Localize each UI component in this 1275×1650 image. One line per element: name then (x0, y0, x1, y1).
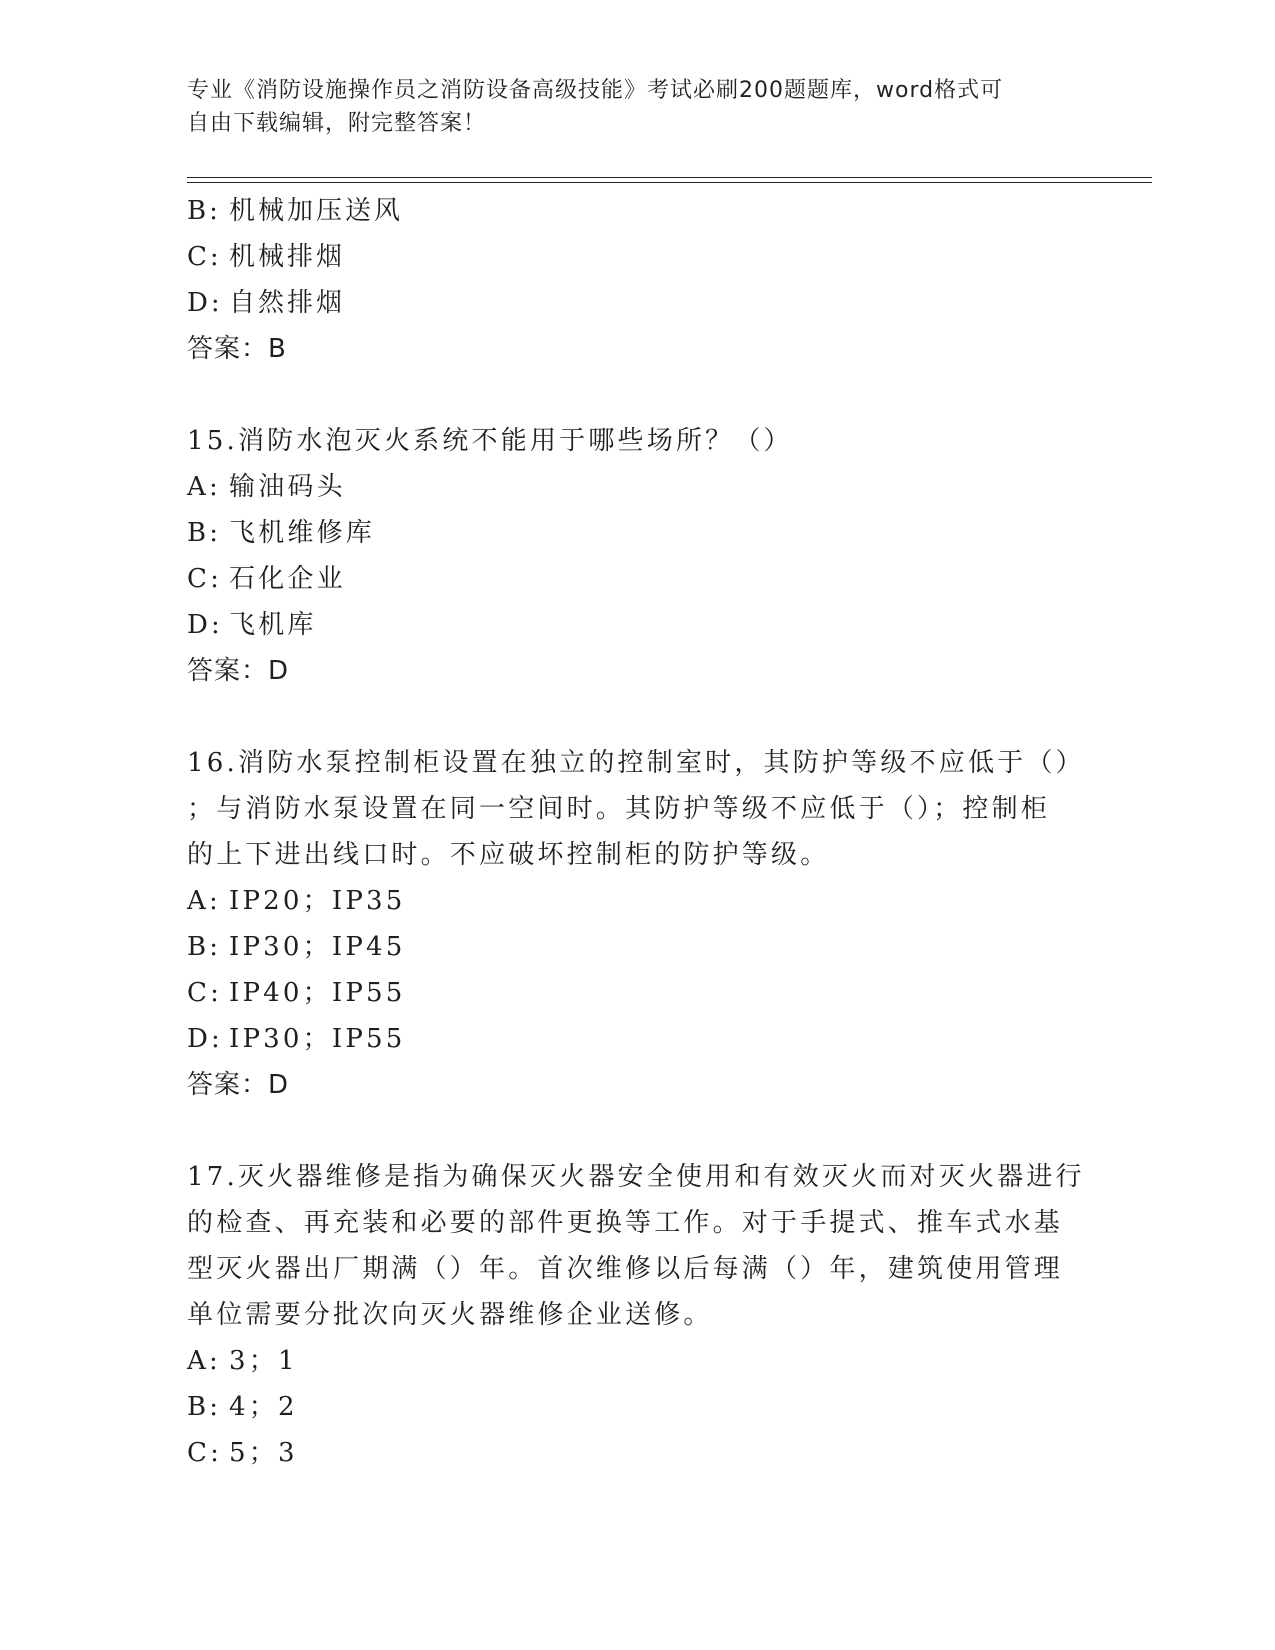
option-d (187, 1016, 1087, 1062)
option-letter: C: (187, 978, 223, 1008)
question-16 (187, 740, 1087, 1108)
option-text: 石化企业 (229, 564, 346, 594)
question-14-continued (187, 188, 1087, 372)
option-text: 5；3 (229, 1438, 298, 1468)
option-b (187, 188, 1087, 234)
option-letter: A: (187, 1346, 221, 1376)
option-letter: C: (187, 1438, 223, 1468)
question-17 (187, 1154, 1087, 1476)
option-letter: B: (187, 518, 222, 548)
header-rule-bottom (187, 182, 1152, 183)
option-text: 输油码头 (229, 472, 346, 502)
option-c (187, 234, 1087, 280)
question-text: 单位需要分批次向灭火器维修企业送修。 (187, 1300, 713, 1330)
option-d (187, 280, 1087, 326)
option-c (187, 556, 1087, 602)
option-text: 飞机维修库 (229, 518, 376, 548)
option-letter: C: (187, 242, 222, 272)
option-a (187, 464, 1087, 510)
option-letter: B: (187, 196, 221, 226)
option-text: 机械排烟 (229, 242, 346, 272)
option-a (187, 878, 1087, 924)
option-a (187, 1338, 1087, 1384)
header-line-2: 自由下载编辑，附完整答案！ (187, 111, 487, 136)
option-d (187, 602, 1087, 648)
answer: 答案：D (187, 656, 290, 686)
option-text: 4；2 (229, 1392, 298, 1422)
question-text: 17.灭火器维修是指为确保灭火器安全使用和有效灭火而对灭火器进行 (187, 1162, 1085, 1192)
document-header (187, 74, 1067, 140)
option-c (187, 970, 1087, 1016)
option-letter: D: (187, 288, 223, 318)
question-text: ；与消防水泵设置在同一空间时。其防护等级不应低于（）；控制柜 (187, 794, 1051, 824)
question-text: 型灭火器出厂期满（）年。首次维修以后每满（）年，建筑使用管理 (187, 1254, 1064, 1284)
option-text: 自然排烟 (229, 288, 346, 318)
option-letter: B: (187, 1392, 222, 1422)
option-text: 3；1 (229, 1346, 298, 1376)
answer: 答案：B (187, 334, 287, 364)
option-letter: B: (187, 932, 222, 962)
question-15 (187, 418, 1087, 694)
option-letter: C: (187, 564, 223, 594)
option-letter: D: (187, 1024, 224, 1054)
option-text: IP20；IP35 (229, 886, 406, 916)
option-b (187, 510, 1087, 556)
option-letter: A: (187, 886, 221, 916)
option-letter: D: (187, 610, 224, 640)
option-c (187, 1430, 1087, 1476)
header-rule-top (187, 177, 1152, 178)
option-text: IP40；IP55 (229, 978, 406, 1008)
option-text: 飞机库 (229, 610, 317, 640)
question-text: 的检查、再充装和必要的部件更换等工作。对于手提式、推车式水基 (187, 1208, 1064, 1238)
document-content (187, 188, 1087, 1476)
option-text: IP30；IP55 (229, 1024, 406, 1054)
option-text: 机械加压送风 (229, 196, 404, 226)
option-b (187, 1384, 1087, 1430)
header-line-1: 专业《消防设施操作员之消防设备高级技能》考试必刷200题题库，word格式可 (187, 78, 1004, 103)
option-letter: A: (187, 472, 221, 502)
question-text: 16.消防水泵控制柜设置在独立的控制室时，其防护等级不应低于（） (187, 748, 1085, 778)
answer: 答案：D (187, 1070, 290, 1100)
question-text: 15.消防水泡灭火系统不能用于哪些场所？（） (187, 426, 793, 456)
option-text: IP30；IP45 (229, 932, 406, 962)
question-text: 的上下进出线口时。不应破坏控制柜的防护等级。 (187, 840, 830, 870)
option-b (187, 924, 1087, 970)
